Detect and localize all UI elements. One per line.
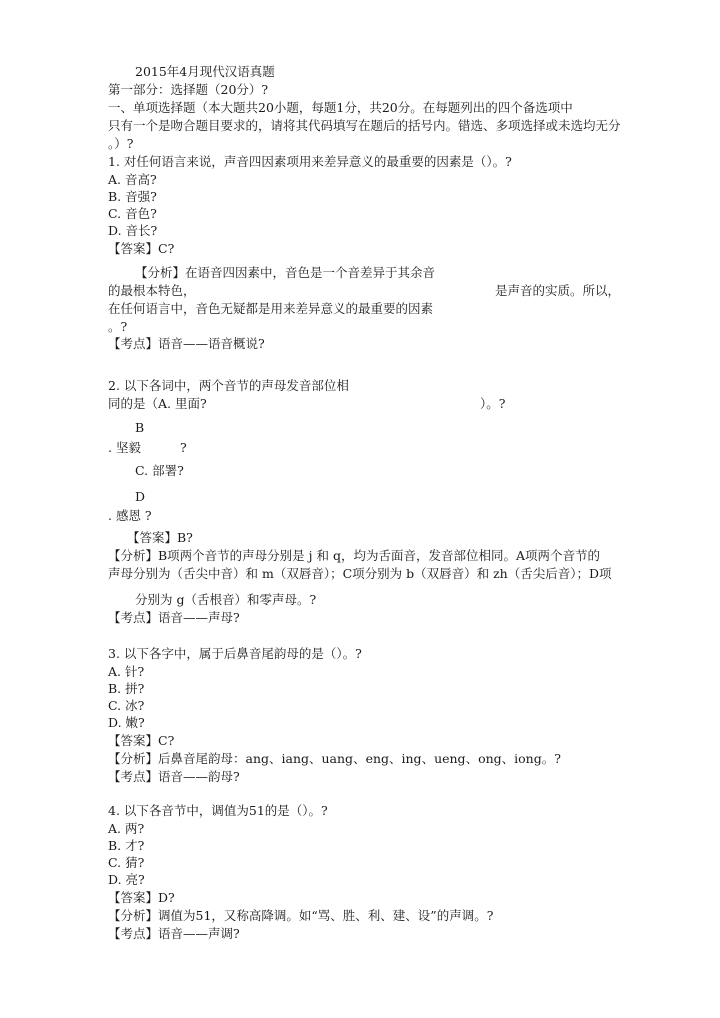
q4-option-c: C. 猜? — [108, 855, 145, 870]
q2-option-d-text: . 感恩 ? — [108, 508, 152, 523]
q2-option-b-text: . 坚毅 — [108, 440, 141, 455]
q3-option-b: B. 拼? — [108, 681, 145, 696]
instructions-line1: 一、单项选择题（本大题共20小题，每题1分，共20分。在每题列出的四个备选项中 — [108, 100, 573, 115]
q1-stem: 1. 对任何语言来说，声音四因素项用来差异意义的最重要的因素是（）。? — [108, 154, 512, 169]
q2-stem-line1: 2. 以下各词中，两个音节的声母发音部位相 — [108, 378, 349, 393]
q1-option-d: D. 音长? — [108, 223, 158, 238]
q2-stem-line2: 同的是（A. 里面? — [108, 396, 207, 411]
q3-option-a: A. 针? — [108, 664, 145, 679]
q4-stem: 4. 以下各音节中，调值为51的是（）。? — [108, 803, 328, 818]
q1-analysis-line1: 【分析】在语音四因素中，音色是一个音差异于其余音 — [135, 265, 436, 280]
part1-heading: 第一部分：选择题（20分）? — [108, 82, 269, 97]
q3-stem: 3. 以下各字中，属于后鼻音尾韵母的是（）。? — [108, 646, 362, 661]
q2-analysis-line2: 声母分别为（舌尖中音）和 m（双唇音）；C项分别为 b（双唇音）和 zh（舌尖后音）；D项 — [108, 566, 612, 581]
q3-answer: 【答案】C? — [108, 733, 175, 748]
q1-answer: 【答案】C? — [108, 241, 175, 256]
q2-analysis-line1: 【分析】B项两个音节的声母分别是 j 和 q，均为舌面音，发音部位相同。A项两个音节的 — [108, 548, 601, 563]
q2-option-b-letter: B — [135, 420, 145, 435]
q4-option-d: D. 亮? — [108, 872, 145, 887]
q4-option-a: A. 两? — [108, 821, 145, 836]
q4-point: 【考点】语音——声调? — [108, 926, 240, 941]
q3-option-d: D. 嫩? — [108, 715, 145, 730]
instructions-line3: 。）? — [108, 136, 134, 151]
q1-point: 【考点】语音——语音概说? — [108, 336, 265, 351]
instructions-line2: 只有一个是吻合题目要求的，请将其代码填写在题后的括号内。错选、多项选择或未选均无分 — [108, 118, 621, 133]
q2-stem-line2-tail: ）。? — [480, 396, 506, 411]
q2-analysis-line3: 分别为 g（舌根音）和零声母。? — [135, 592, 317, 607]
q3-option-c: C. 冰? — [108, 698, 145, 713]
q4-option-b: B. 才? — [108, 838, 145, 853]
q1-analysis-line2: 的最根本特色， — [108, 283, 196, 298]
q1-analysis-line2-tail: 是声音的实质。所以， — [495, 283, 621, 298]
q4-analysis: 【分析】调值为51，又称高降调。如“骂、胜、利、建、设”的声调。? — [108, 908, 494, 923]
q3-point: 【考点】语音——韵母? — [108, 769, 240, 784]
q4-answer: 【答案】D? — [108, 890, 175, 905]
q2-option-d-letter: D — [135, 489, 146, 504]
q3-analysis: 【分析】后鼻音尾韵母：ang、iang、uang、eng、ing、ueng、ong、iong。? — [108, 751, 561, 766]
q1-option-c: C. 音色? — [108, 206, 157, 221]
q1-option-b: B. 音强? — [108, 189, 157, 204]
q2-answer: 【答案】B? — [127, 530, 193, 545]
q2-option-c: C. 部署? — [135, 463, 184, 478]
q1-option-a: A. 音高? — [108, 172, 157, 187]
q2-option-b-mark: ? — [180, 440, 187, 455]
q2-point: 【考点】语音——声母? — [108, 610, 240, 625]
q1-analysis-line4: 。? — [108, 319, 128, 334]
doc-title: 2015年4月现代汉语真题 — [135, 64, 275, 79]
q1-analysis-line3: 在任何语言中，音色无疑都是用来差异意义的最重要的因素 — [108, 301, 434, 316]
